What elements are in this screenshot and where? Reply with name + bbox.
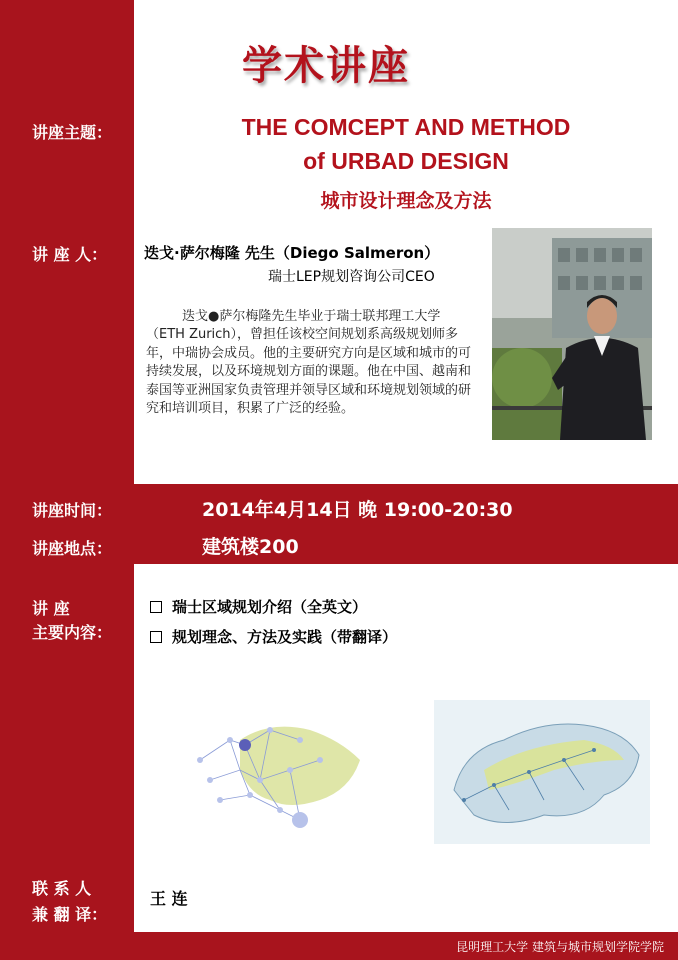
content-item-2: 规划理念、方法及实践（带翻译） — [150, 626, 397, 647]
time-label: 讲座时间： — [32, 501, 113, 520]
topic-en-line1: THE COMCEPT AND METHOD — [241, 114, 571, 140]
speaker-label: 讲 座 人： — [32, 245, 108, 264]
content-label-line1: 讲 座 — [32, 599, 70, 618]
footer-institution: 昆明理工大学 建筑与城市规划学院学院 — [456, 940, 664, 954]
speaker-name: 迭戈·萨尔梅隆 先生（Diego Salmeron） — [144, 244, 440, 262]
contact-label-line2: 兼 翻 译： — [32, 905, 108, 924]
time-value: 2014年4月14日 晚 19:00-20:30 — [202, 499, 513, 521]
contact-label-line1: 联 系 人 — [32, 879, 92, 898]
switzerland-map-image — [434, 700, 650, 844]
speaker-company: 瑞士LEP规划咨询公司CEO — [268, 269, 435, 285]
topic-en-line2: of URBAD DESIGN — [303, 148, 509, 174]
topic-cn: 城市设计理念及方法 — [320, 190, 492, 212]
content-item-1: 瑞士区域规划介绍（全英文） — [150, 596, 367, 617]
location-value: 建筑楼200 — [202, 536, 299, 558]
page-title: 学术讲座 — [242, 43, 410, 89]
checkbox-icon — [150, 601, 162, 613]
speaker-bio: 迭戈●萨尔梅隆先生毕业于瑞士联邦理工大学（ETH Zurich），曾担任该校空间规划系高级规划师多年，中瑞协会成员。他的主要研究方向是区域和城市的可持续发展，以及环境规划方面的课题。他在中国、越南和泰国等亚洲国家负责管理并领导区域和环境规划领域的研究和培训项目，积累了广泛的经验。 — [146, 309, 472, 417]
contact-name: 王 连 — [150, 889, 188, 908]
left-red-bar — [0, 0, 134, 960]
location-label: 讲座地点： — [32, 539, 113, 558]
content-label-line2: 主要内容： — [32, 623, 113, 642]
speaker-photo — [492, 228, 652, 440]
checkbox-icon — [150, 631, 162, 643]
network-map-image — [190, 700, 370, 840]
topic-label: 讲座主题： — [32, 123, 113, 142]
